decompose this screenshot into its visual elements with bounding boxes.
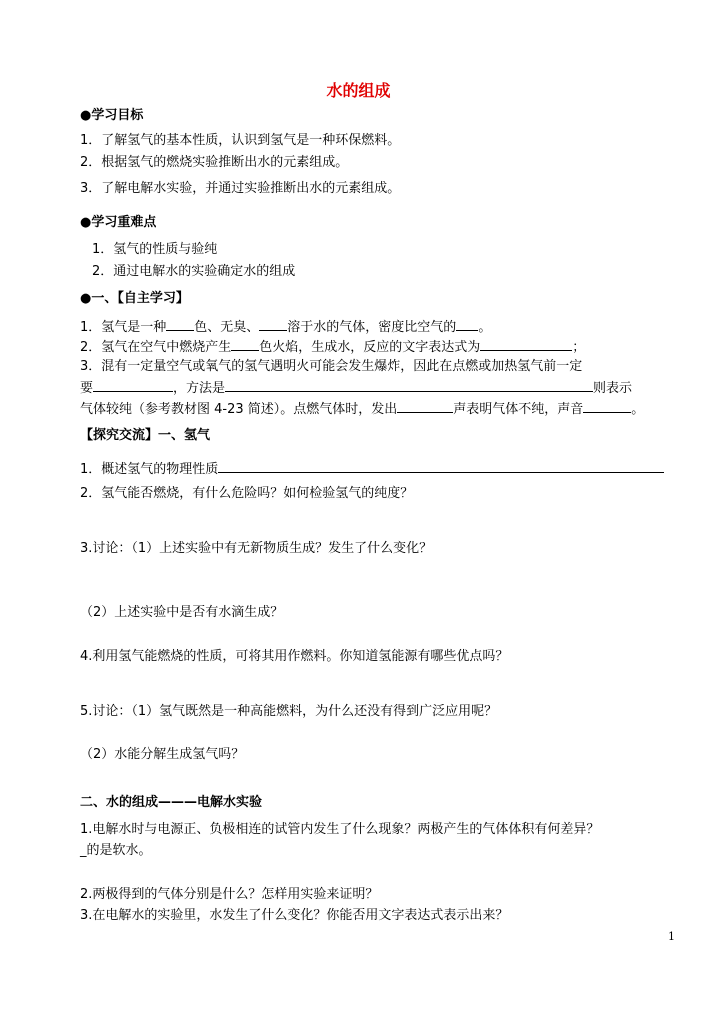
inquiry-question: 4.利用氢气能燃烧的性质，可将其用作燃料。你知道氢能源有哪些优点吗？	[80, 649, 509, 664]
objective-item: 1．了解氢气的基本性质，认识到氢气是一种环保燃料。	[80, 133, 401, 148]
fill-blank[interactable]	[166, 318, 194, 331]
section-heading-self-study: ●一、【自主学习】	[80, 291, 189, 306]
objective-item: 3．了解电解水实验，并通过实验推断出水的元素组成。	[80, 181, 401, 196]
key-point-item: 2．通过电解水的实验确定水的组成	[92, 264, 296, 279]
section-heading-objectives: ●学习目标	[80, 108, 144, 123]
page-number: 1	[668, 930, 675, 943]
page-title: 水的组成	[326, 81, 391, 100]
fill-blank[interactable]	[480, 338, 572, 351]
inquiry-question: 2．氢气能否燃烧，有什么危险吗？如何检验氢气的纯度？	[80, 486, 414, 501]
fill-blank[interactable]	[583, 400, 631, 413]
inquiry-question: 5.讨论：（1）氢气既然是一种高能燃料，为什么还没有得到广泛应用呢？	[80, 704, 498, 719]
key-point-item: 1．氢气的性质与验纯	[92, 242, 218, 257]
objective-item: 2．根据氢气的燃烧实验推断出水的元素组成。	[80, 155, 349, 170]
inquiry-question: 3.讨论：（1）上述实验中有无新物质生成？发生了什么变化？	[80, 541, 433, 556]
self-study-question: 3．混有一定量空气或氧气的氢气遇明火可能会发生爆炸，因此在点燃或加热氢气前一定	[80, 359, 583, 374]
section-heading-key-points: ●学习重难点	[80, 215, 157, 230]
inquiry-question: 1．概述氢气的物理性质	[80, 460, 664, 478]
self-study-question-cont: 气体较纯（参考教材图 4-23 简述）。点燃气体时，发出 声表明气体不纯，声音 。	[80, 402, 645, 417]
electrolysis-question: 3.在电解水的实验里，水发生了什么变化？你能否用文字表达式表示出来？	[80, 908, 509, 923]
inquiry-question: （2）水能分解生成氢气吗？	[80, 747, 245, 762]
inquiry-question: （2）上述实验中是否有水滴生成？	[80, 605, 284, 620]
fill-blank[interactable]	[231, 338, 259, 351]
fill-blank[interactable]	[456, 318, 478, 331]
fill-blank[interactable]	[93, 379, 173, 392]
fill-blank[interactable]	[218, 460, 664, 473]
fill-blank[interactable]	[225, 379, 593, 392]
self-study-question-cont: 要 ，方法是 则表示	[80, 381, 633, 396]
section-heading-inquiry: 【探究交流】一、氢气	[80, 428, 211, 443]
electrolysis-question: 2.两极得到的气体分别是什么？怎样用实验来证明？	[80, 887, 379, 902]
electrolysis-question: 1.电解水时与电源正、负极相连的试管内发生了什么现象？两极产生的气体体积有何差异？	[80, 822, 600, 837]
fill-blank[interactable]	[259, 318, 287, 331]
self-study-question: 1．氢气是一种 色、无臭、 溶于水的气体，密度比空气的 。	[80, 320, 492, 335]
section-heading-electrolysis: 二、水的组成———电解水实验	[80, 795, 263, 810]
self-study-question: 2．氢气在空气中燃烧产生 色火焰，生成水，反应的文字表达式为 ；	[80, 340, 586, 355]
electrolysis-question-cont: _的是软水。	[80, 843, 152, 858]
fill-blank[interactable]	[397, 400, 453, 413]
